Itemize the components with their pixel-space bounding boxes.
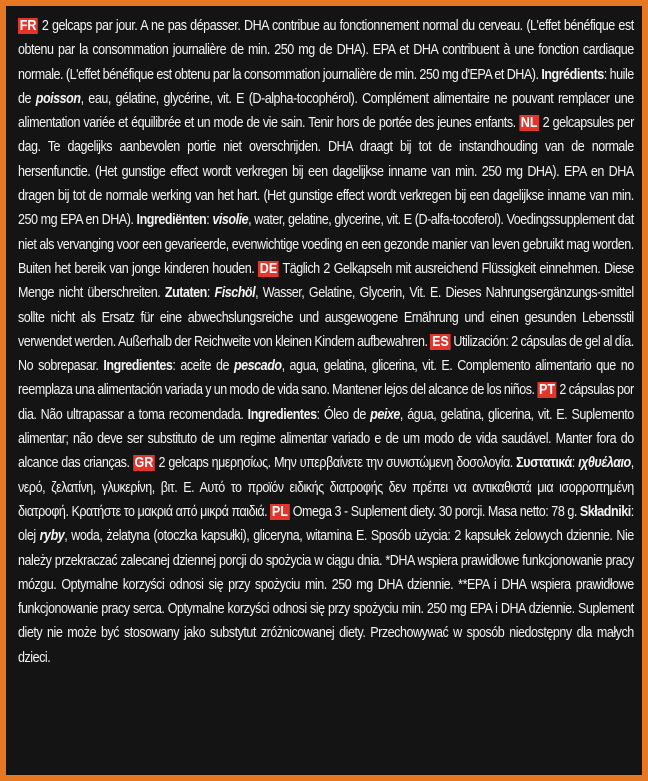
ingredients-heading: Ingredientes (247, 406, 317, 423)
label-text-run: , eau, gélatine, glycérine, vit. E (D-alpha-tocophérol). Complément alimentaire ne pouvant remplacer une alimentation variée et équilibrée et un mode de vie sain. Tenir hors de portée des jeunes enfants. (18, 90, 634, 132)
label-text-run: 2 gelcapsules per dag. Te dagelijks aanbevolen portie niet overschrijden. DHA draagt bij tot de instandhouding van de normale hersenfunctie. (Het gunstige effect wordt verkregen bij een dagelijkse inname van min. 250 mg DHA). EPA en DHA dragen bij tot de normale werking van het hart. (Het gunstige effect wordt verkregen bij een dagelijkse inname van min. 250 mg EPA en DHA). (18, 115, 634, 229)
language-code-de: DE (259, 260, 278, 277)
ingredients-heading: Συστατικά (516, 455, 572, 472)
allergen-term: ryby (39, 528, 65, 545)
allergen-term: visolie (212, 212, 249, 229)
multilingual-label-text (18, 14, 634, 670)
label-text-run: , Wasser, Gelatine, Glycerin, Vit. E. Dieses Nahrungsergänzungs-smittel sollte nicht als Ersatz für eine abwechslungsreiche und ausgewogene Ernährung und einen gesunden Lebensstil verwendet werden. Außerhalb der Reichweite von kleinen Kindern aufbewahren. (18, 285, 634, 350)
allergen-term: pescado (233, 358, 282, 375)
ingredients-heading: Ingrédients (541, 66, 604, 83)
label-text-run: : olej (18, 503, 634, 545)
label-text-run: Utilización: 2 cápsulas de gel al día. No sobrepasar. (18, 333, 634, 375)
language-code-fr: FR (19, 18, 37, 34)
language-code-gr: GR (134, 455, 154, 472)
label-text-run: , woda, żelatyna (otoczka kapsułki), gliceryna, witamina E. Sposób użycia: 2 kapsułek żelowych dziennie. Nie należy przekraczać zalecanej dziennej porcji do spożycia w ciągu dnia. *DHA wspiera prawidłowe funkcjonowanie pracy mózgu. Optymalne korzyści odnosi się przy spożyciu min. 250 mg DHA dziennie. **EPA i DHA wspiera prawidłowe funkcjonowanie pracy serca. Optymalne korzyści odnosi się przy spożyciu min. 250 mg EPA i DHA dziennie. Suplement diety nie może być stosowany jako substytut zróżnicowanej diety. Przechowywać w sposób niedostępny dla małych dzieci. (18, 528, 634, 666)
ingredients-heading: Zutaten (164, 285, 207, 302)
label-text-run: : aceite de (172, 358, 234, 375)
language-code-pt: PT (538, 382, 555, 399)
label-text-run: 2 gelcaps par jour. A ne pas dépasser. DHA contribue au fonctionnement normal du cerveau. (L'effet bénéfique est obtenu par la consommation journalière de min. 250 mg de DHA). EPA et DHA contribuent à une fonction cardiaque normale. (L'effet bénéfique est obtenu par la consommation journalière de min. 250 mg d'EPA et DHA). (18, 18, 634, 83)
ingredients-heading: Ingrediënten (136, 212, 207, 229)
label-text-run: : (206, 212, 213, 229)
language-code-pl: PL (271, 503, 288, 520)
allergen-term: poisson (35, 90, 81, 107)
language-code-nl: NL (520, 115, 538, 132)
label-text-run: : (571, 455, 579, 472)
label-text-run: : (206, 285, 215, 302)
ingredients-heading: Składniki (579, 503, 631, 520)
allergen-term: peixe (370, 406, 400, 423)
ingredients-heading: Ingredientes (103, 358, 173, 375)
label-text-run: : Óleo de (316, 406, 371, 423)
language-code-es: ES (432, 333, 449, 350)
label-text-run: : huile de (18, 66, 634, 107)
allergen-term: ιχθυέλαιο (578, 455, 631, 472)
label-text-run: Omega 3 - Suplement diety. 30 porcji. Masa netto: 78 g. (289, 503, 580, 520)
label-text-run: 2 cápsulas por dia. Não ultrapassar a toma recomendada. (18, 382, 634, 423)
label-panel (6, 6, 642, 775)
label-text-run: , νερό, ζελατίνη, γλυκερίνη, βιτ. Ε. Αυτό το προϊόν ειδικής διατροφής δεν πρέπει να αντικαθιστά μια ισορροπημένη διατροφή. Κρατήστε το μακριά από μικρά παιδιά. (18, 455, 634, 520)
label-text-run: Täglich 2 Gelkapseln mit ausreichend Flüssigkeit einnehmen. Diese Menge nicht überschreiten. (18, 260, 634, 302)
label-text-run: 2 gelcaps ημερησίως. Μην υπερβαίνετε την συνιστώμενη δοσολογία. (155, 455, 517, 472)
label-text-run: , água, gelatina, glicerina, vit. E. Suplemento alimentar; não deve ser substituto de um regime alimentar variado e de um modo de vida saudável. Manter fora do alcance das crianças. (18, 406, 634, 472)
label-text-run: , water, gelatine, glycerine, vit. E (D-alfa-tocoferol). Voedingssupplement dat niet als vervanging voor een gevarieerde, evenwichtige voeding en een gezonde manier van leven gebruikt mag worden. Buiten het bereik van jonge kinderen houden. (18, 212, 634, 277)
allergen-term: Fischöl (214, 285, 256, 302)
label-text-run: , agua, gelatina, glicerina, vit. E. Complemento alimentario que no reemplaza una alimentación variada y un modo de vida sano. Mantener lejos del alcance de los niños. (18, 358, 634, 399)
